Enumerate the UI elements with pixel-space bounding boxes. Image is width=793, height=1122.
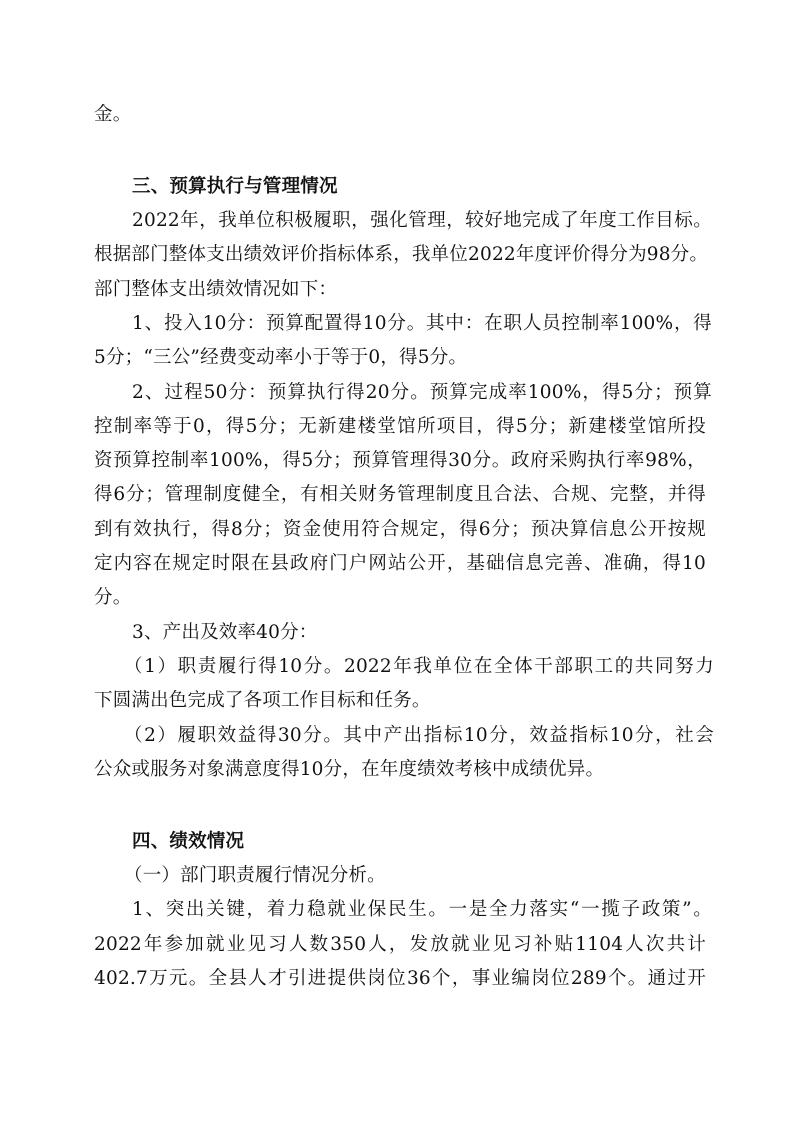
text-line: 到有效执行，得8分；资金使用符合规定，得6分；预决算信息公开按规	[94, 519, 706, 540]
text-line: （2）履职效益得30分。其中产出指标10分，效益指标10分，社会	[124, 725, 714, 746]
text-line: 分。	[94, 587, 132, 608]
text-line: 公众或服务对象满意度得10分，在年度绩效考核中成绩优异。	[94, 759, 605, 780]
text-line: 金。	[94, 104, 132, 125]
text-line: 2022年，我单位积极履职，强化管理，较好地完成了年度工作目标。	[132, 210, 712, 231]
text-line: 得6分；管理制度健全，有相关财务管理制度且合法、合规、完整，并得	[94, 484, 706, 505]
text-line: 1、突出关键，着力稳就业保民生。一是全力落实“一揽子政策”。	[132, 899, 712, 920]
text-line: 控制率等于0，得5分；无新建楼堂馆所项目，得5分；新建楼堂馆所投	[94, 416, 706, 437]
text-line: 根据部门整体支出绩效评价指标体系，我单位2022年度评价得分为98分。	[94, 244, 709, 265]
text-line: 3、产出及效率40分：	[132, 622, 318, 643]
text-line: 2022年参加就业见习人数350人，发放就业见习补贴1104人次共计	[94, 934, 706, 955]
text-line: 2、过程50分：预算执行得20分。预算完成率100%，得5分；预算	[132, 382, 712, 403]
section-heading: 四、绩效情况	[132, 831, 245, 852]
text-line: 1、投入10分：预算配置得10分。其中：在职人员控制率100%，得	[132, 313, 712, 334]
text-line: （一）部门职责履行情况分析。	[124, 865, 386, 886]
section-heading: 三、预算执行与管理情况	[132, 176, 338, 197]
text-line: 下圆满出色完成了各项工作目标和任务。	[94, 690, 431, 711]
text-line: 部门整体支出绩效情况如下：	[94, 279, 338, 300]
text-line: 定内容在规定时限在县政府门户网站公开，基础信息完善、准确，得10	[94, 553, 706, 574]
text-line: （1）职责履行得10分。2022年我单位在全体干部职工的共同努力	[124, 656, 714, 677]
text-line: 资预算控制率100%，得5分；预算管理得30分。政府采购执行率98%，	[94, 450, 706, 471]
text-line: 5分；“三公”经费变动率小于等于0，得5分。	[94, 347, 468, 368]
text-line: 402.7万元。全县人才引进提供岗位36个，事业编岗位289个。通过开	[94, 968, 706, 989]
